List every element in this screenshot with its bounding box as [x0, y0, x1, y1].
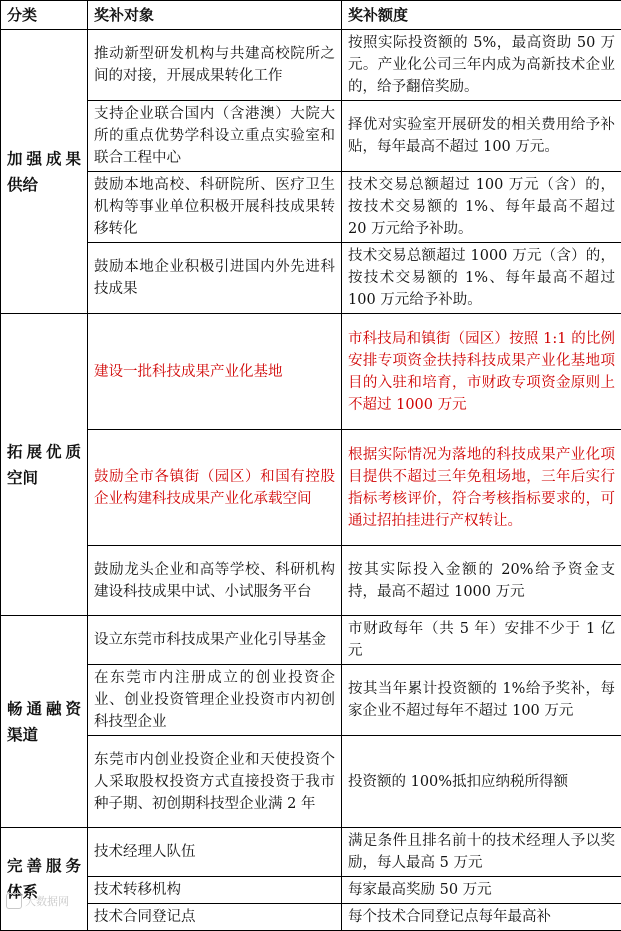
- watermark-text: 大数据网: [25, 893, 69, 909]
- table-row: [1, 30, 621, 101]
- object-cell: 技术合同登记点: [88, 904, 342, 931]
- header-object: 奖补对象: [88, 1, 342, 30]
- table-row: [1, 736, 621, 828]
- object-cell: 建设一批科技成果产业化基地: [88, 314, 342, 430]
- table-row: [1, 828, 621, 877]
- object-cell: 鼓励本地高校、科研院所、医疗卫生机构等事业单位积极开展科技成果转移转化: [88, 172, 342, 243]
- table-row: [1, 546, 621, 616]
- table-row: [1, 430, 621, 546]
- table-row: [1, 172, 621, 243]
- object-cell: 在东莞市内注册成立的创业投资企业、创业投资管理企业投资市内初创科技型企业: [88, 665, 342, 736]
- category-cell: 完善服务体系: [1, 828, 88, 931]
- amount-cell: 每家最高奖励 50 万元: [342, 877, 621, 904]
- object-cell: 技术经理人队伍: [88, 828, 342, 877]
- object-cell: 支持企业联合国内（含港澳）大院大所的重点优势学科设立重点实验室和联合工程中心: [88, 101, 342, 172]
- amount-cell: 市财政每年（共 5 年）安排不少于 1 亿元: [342, 616, 621, 665]
- table-row: [1, 243, 621, 314]
- object-cell: 鼓励龙头企业和高等学校、科研机构建设科技成果中试、小试服务平台: [88, 546, 342, 616]
- amount-cell: 技术交易总额超过 1000 万元（含）的，按技术交易额的 1%、每年最高不超过 100 万元给予补助。: [342, 243, 621, 314]
- table-row: [1, 101, 621, 172]
- category-cell: 拓展优质空间: [1, 314, 88, 616]
- amount-cell: 满足条件且排名前十的技术经理人予以奖励，每人最高 5 万元: [342, 828, 621, 877]
- amount-cell: 按照实际投资额的 5%，最高资助 50 万元。产业化公司三年内成为高新技术企业的，给予翻倍奖励。: [342, 30, 621, 101]
- amount-cell: 每个技术合同登记点每年最高补: [342, 904, 621, 931]
- table-row: [1, 904, 621, 931]
- object-cell: 技术转移机构: [88, 877, 342, 904]
- object-cell: 鼓励全市各镇街（园区）和国有控股企业构建科技成果产业化承载空间: [88, 430, 342, 546]
- header-category: 分类: [1, 1, 88, 30]
- amount-cell: 技术交易总额超过 100 万元（含）的，按技术交易额的 1%、每年最高不超过 20 万元给予补助。: [342, 172, 621, 243]
- amount-cell: 根据实际情况为落地的科技成果产业化项目提供不超过三年免租场地，三年后实行指标考核评价，符合考核指标要求的，可通过招拍挂进行产权转让。: [342, 430, 621, 546]
- table-row: [1, 877, 621, 904]
- object-cell: 东莞市内创业投资企业和天使投资个人采取股权投资方式直接投资于我市种子期、初创期科技型企业满 2 年: [88, 736, 342, 828]
- object-cell: 推动新型研发机构与共建高校院所之间的对接，开展成果转化工作: [88, 30, 342, 101]
- table-row: [1, 616, 621, 665]
- object-cell: 鼓励本地企业积极引进国内外先进科技成果: [88, 243, 342, 314]
- header-amount: 奖补额度: [342, 1, 621, 30]
- table-row: [1, 665, 621, 736]
- category-cell: 加强成果供给: [1, 30, 88, 314]
- watermark: [6, 893, 69, 909]
- amount-cell: 择优对实验室开展研发的相关费用给予补贴，每年最高不超过 100 万元。: [342, 101, 621, 172]
- amount-cell: 按其实际投入金额的 20%给予资金支持，最高不超过 1000 万元: [342, 546, 621, 616]
- table-row: [1, 314, 621, 430]
- table-header-row: [1, 1, 621, 30]
- amount-cell: 按其当年累计投资额的 1%给予奖补，每家企业不超过每年不超过 100 万元: [342, 665, 621, 736]
- amount-cell: 市科技局和镇街（园区）按照 1:1 的比例安排专项资金扶持科技成果产业化基地项目的入驻和培育，市财政专项资金原则上不超过 1000 万元: [342, 314, 621, 430]
- category-cell: 畅通融资渠道: [1, 616, 88, 828]
- watermark-logo-icon: [6, 893, 22, 909]
- amount-cell: 投资额的 100%抵扣应纳税所得额: [342, 736, 621, 828]
- object-cell: 设立东莞市科技成果产业化引导基金: [88, 616, 342, 665]
